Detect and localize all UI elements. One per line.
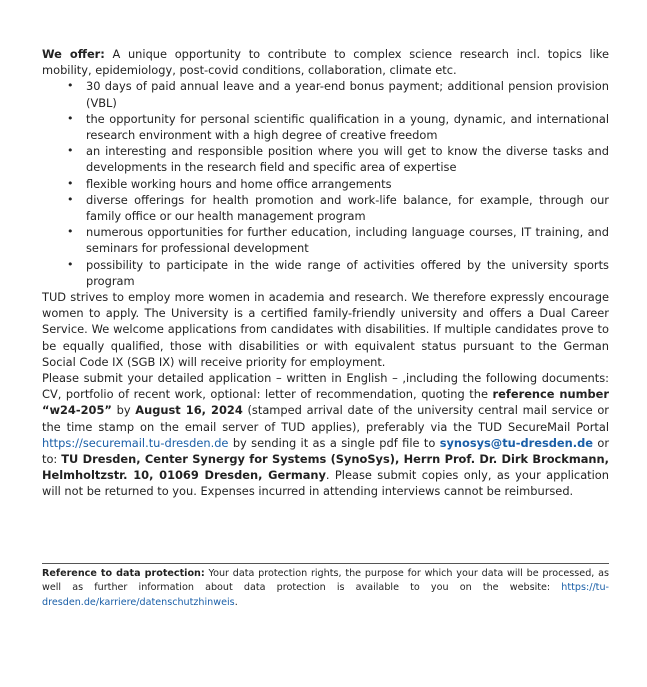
application-paragraph — [42, 370, 609, 500]
list-item — [67, 257, 609, 289]
application-text-2: by — [111, 403, 136, 418]
diversity-paragraph: TUD strives to employ more women in academia and research. We therefore expressly encourage women to apply. The University is a certified family-friendly university and offers a Dual Career Service. We welcome applications from candidates with disabilities. If multiple candidates prove to be equally qualified, those with disabilities or with equivalent status pursuant to the German Social Code IX (SGB IX) will receive priority for employment. — [42, 290, 609, 369]
list-item — [67, 78, 609, 110]
data-protection-end: . — [234, 596, 238, 608]
postal-address: TU Dresden, Center Synergy for Systems (SynoSys), Herrn Prof. Dr. Dirk Brockmann, Helmholtzstr. 10, 01069 Dresden, Germany — [42, 452, 609, 483]
list-item-text: the opportunity for personal scientific qualification in a young, dynamic, and international research environment with a high degree of creative freedom — [86, 111, 609, 143]
list-item-text: 30 days of paid annual leave and a year-end bonus payment; additional pension provision (VBL) — [86, 79, 609, 110]
list-item-text: diverse offerings for health promotion and work-life balance, for example, through our family office or our health management program — [86, 192, 609, 224]
application-text-3: (stamped arrival date of the university central mail service or the time stamp on the email server of TUD applies), preferably via the TUD SecureMail Portal — [42, 403, 609, 434]
data-protection-label: Reference to data protection: — [42, 568, 205, 579]
list-item — [67, 224, 609, 256]
data-protection-footer — [42, 567, 609, 610]
data-protection-link[interactable]: https://tu-dresden.de/karriere/datenschutzhinweis — [42, 582, 609, 608]
deadline-date: August 16, 2024 — [135, 403, 243, 418]
main-content — [42, 46, 609, 500]
bullet-icon: • — [67, 225, 74, 239]
list-item-text: an interesting and responsible position where you will get to know the diverse tasks and developments in the research field and specific area of expertise — [86, 144, 609, 175]
bullet-icon: • — [67, 192, 74, 206]
bullet-icon: • — [67, 79, 74, 93]
application-text-6: . Please submit copies only, as your application will not be returned to you. Expenses incurred in attending interviews cannot be reimbursed. — [42, 468, 609, 499]
offer-list — [42, 78, 609, 289]
list-item-text: flexible working hours and home office arrangements — [86, 176, 392, 191]
list-item — [67, 192, 609, 224]
list-item-text: numerous opportunities for further education, including language courses, IT training, and seminars for professional development — [86, 225, 609, 256]
bullet-icon: • — [67, 111, 74, 125]
offer-intro-text: A unique opportunity to contribute to complex science research incl. topics like mobility, epidemiology, post-covid conditions, collaboration, climate etc. — [42, 47, 609, 78]
securemail-portal-link[interactable]: https://securemail.tu-dresden.de — [42, 435, 229, 450]
offer-intro — [42, 46, 609, 78]
list-item — [67, 111, 609, 143]
bullet-icon: • — [67, 176, 74, 190]
list-item — [67, 143, 609, 175]
bullet-icon: • — [67, 257, 74, 271]
list-item-text: possibility to participate in the wide range of activities offered by the university sports program — [86, 257, 609, 288]
application-text-1: Please submit your detailed application – written in English – ,including the following documents: CV, portfolio of recent work, optional: letter of recommendation, quoting the — [42, 371, 609, 402]
bullet-icon: • — [67, 144, 74, 158]
application-email-link[interactable]: synosys@tu-dresden.de — [439, 435, 593, 450]
data-protection-text: Your data protection rights, the purpose for which your data will be processed, as well as further information about data protection is available to you on the website: — [42, 568, 609, 594]
application-text-4: by sending it as a single pdf file to — [228, 435, 440, 450]
application-text-5: or to: — [42, 435, 609, 467]
footer-divider — [42, 563, 609, 564]
offer-label: We offer: — [42, 47, 105, 61]
list-item — [67, 176, 609, 192]
data-protection-paragraph — [42, 567, 609, 610]
reference-number: reference number “w24-205” — [42, 387, 609, 418]
